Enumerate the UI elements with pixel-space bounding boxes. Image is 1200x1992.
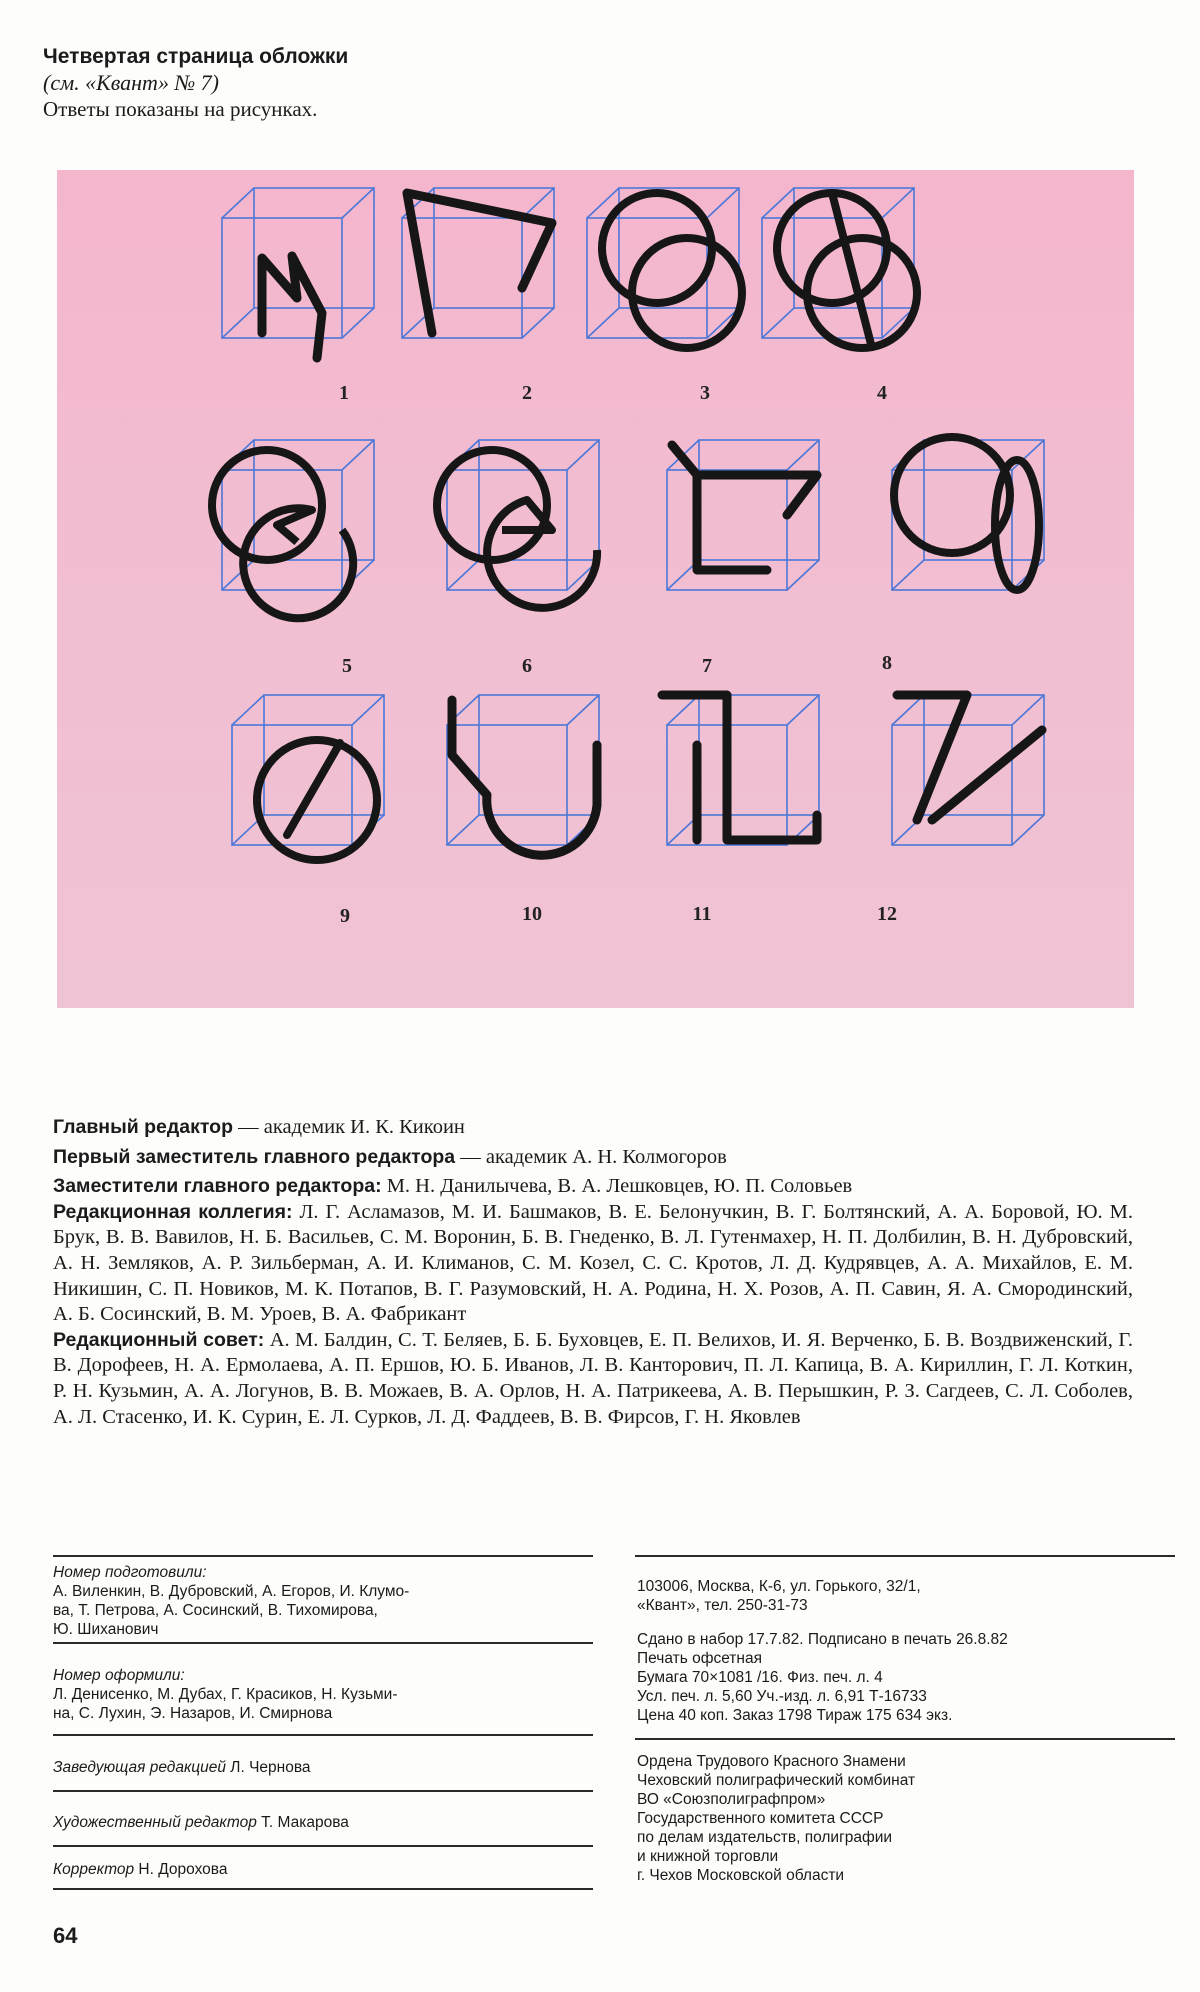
council-label: Редакционный совет:: [53, 1328, 265, 1351]
art-editor-line: [53, 1813, 593, 1832]
left-rule-1: [53, 1555, 593, 1557]
cube-3: [587, 188, 742, 348]
cube-11: [662, 695, 819, 845]
address-line-2: «Квант», тел. 250-31-73: [637, 1597, 808, 1614]
figure-number-10: 10: [522, 903, 542, 925]
prepared-by-block: [53, 1563, 593, 1639]
council-members: А. М. Балдин, С. Т. Беляев, Б. Б. Буховцев, Е. П. Велихов, И. Я. Верченко, Б. В. Воздвиженский, Г. В. Дорофеев, Н. А. Ермолаева, А. П. Ершов, Ю. Б. Иванов, Л. В. Канторович, П. Л. Капица, В. А. Кириллин, Г. Л. Коткин, Р. Н. Кузьмин, А. А. Логунов, В. В. Можаев, В. А. Орлов, Н. А. Патрикеева, А. В. Перышкин, Р. З. Сагдеев, С. Л. Соболев, А. Л. Стасенко, И. К. Сурин, Е. Л. Сурков, Л. Д. Фаддеев, В. В. Фирсов, Г. Н. Яковлев: [53, 1328, 1133, 1428]
plant-line-3: ВО «Союзполиграфпром»: [637, 1791, 826, 1808]
print-line-1: Сдано в набор 17.7.82. Подписано в печать 26.8.82: [637, 1631, 1008, 1648]
answers-header: [43, 44, 743, 122]
chief-editor-label: Главный редактор: [53, 1116, 233, 1138]
cube-5: [212, 440, 374, 618]
collegium-members: Л. Г. Асламазов, М. И. Башмаков, В. Е. Белонучкин, В. Г. Болтянский, А. А. Боровой, Ю. М. Брук, В. В. Вавилов, Н. Б. Васильев, С. М. Воронин, Б. В. Гнеденко, В. Л. Гутенмахер, Н. П. Долбилин, В. Н. Дубровский, А. Н. Земляков, А. Р. Зильберман, А. И. Климанов, С. М. Козел, С. С. Кротов, Л. Д. Кудрявцев, А. А. Михайлов, Е. М. Никишин, С. П. Новиков, М. К. Потапов, В. Г. Разумовский, Н. А. Родина, Н. Х. Розов, А. П. Савин, Я. А. Смородинский, А. Б. Сосинский, В. М. Уроев, В. А. Фабрикант: [53, 1200, 1133, 1326]
figure-number-9: 9: [340, 905, 350, 927]
designed-by-line-2: на, С. Лухин, Э. Назаров, И. Смирнова: [53, 1705, 333, 1722]
designed-by-block: [53, 1666, 593, 1723]
figure-number-7: 7: [702, 655, 712, 677]
prepared-by-line-2: ва, Т. Петрова, А. Сосинский, В. Тихомирова,: [53, 1602, 378, 1619]
answers-figure: [57, 170, 1134, 1008]
plant-line-5: по делам издательств, полиграфии: [637, 1829, 893, 1846]
left-rule-2: [53, 1642, 593, 1644]
prepared-by-line-3: Ю. Шиханович: [53, 1621, 159, 1638]
cube-10: [447, 695, 599, 855]
art-editor-label: Художественный редактор: [53, 1814, 257, 1831]
printing-plant-block: [637, 1752, 1177, 1885]
figure-number-1: 1: [339, 382, 349, 404]
plant-line-4: Государственного комитета СССР: [637, 1810, 884, 1827]
head-of-office-value: Л. Чернова: [226, 1759, 311, 1776]
collegium-label: Редакционная коллегия:: [53, 1200, 293, 1223]
figure-number-2: 2: [522, 382, 532, 404]
deputies-value: М. Н. Данилычева, В. А. Лешковцев, Ю. П. Соловьев: [381, 1175, 853, 1198]
print-details-block: [637, 1630, 1177, 1725]
cube-4: [762, 188, 917, 348]
corrector-value: Н. Дорохова: [134, 1861, 228, 1878]
figure-number-5: 5: [342, 655, 352, 677]
page-number: 64: [53, 1923, 78, 1948]
first-deputy-label: Первый заместитель главного редактора: [53, 1145, 456, 1168]
prepared-by-label: Номер подготовили:: [53, 1564, 207, 1581]
plant-line-1: Ордена Трудового Красного Знамени: [637, 1753, 906, 1770]
designed-by-label: Номер оформили:: [53, 1667, 185, 1684]
figure-number-11: 11: [692, 903, 712, 925]
plant-line-6: и книжной торговли: [637, 1848, 779, 1865]
head-of-office-label: Заведующая редакцией: [53, 1759, 226, 1776]
left-rule-4: [53, 1790, 593, 1792]
art-editor-value: Т. Макарова: [256, 1814, 349, 1831]
cube-6: [437, 440, 599, 608]
corrector-line: [53, 1860, 593, 1879]
chief-editor-line: [53, 1115, 1133, 1141]
print-line-4: Усл. печ. л. 5,60 Уч.-изд. л. 6,91 Т-16733: [637, 1688, 927, 1705]
cube-2: [402, 188, 554, 338]
right-rule-1: [635, 1555, 1175, 1557]
prepared-by-line-1: А. Виленкин, В. Дубровский, А. Егоров, И. Клумо-: [53, 1583, 410, 1600]
figure-number-8: 8: [882, 652, 892, 674]
figure-number-12: 12: [877, 903, 897, 925]
first-deputy-value: — академик А. Н. Колмогоров: [455, 1145, 727, 1168]
left-rule-5: [53, 1845, 593, 1847]
first-deputy-line: [53, 1145, 1133, 1171]
left-rule-6: [53, 1888, 593, 1890]
issue-reference: (см. «Квант» № 7): [43, 70, 220, 95]
cube-9: [232, 695, 384, 860]
editorial-collegium: [53, 1200, 1133, 1328]
designed-by-line-1: Л. Денисенко, М. Дубах, Г. Красиков, Н. Кузьми-: [53, 1686, 398, 1703]
figure-number-6: 6: [522, 655, 532, 677]
deputies-label: Заместители главного редактора:: [53, 1175, 382, 1198]
figure-number-3: 3: [700, 382, 710, 404]
left-rule-3: [53, 1734, 593, 1736]
plant-line-2: Чеховский полиграфический комбинат: [637, 1772, 916, 1789]
chief-editor-value: — академик И. К. Кикоин: [233, 1116, 465, 1138]
editorial-board: [53, 1115, 1133, 1430]
right-rule-2: [635, 1738, 1175, 1740]
answers-note: Ответы показаны на рисунках.: [43, 97, 318, 121]
cube-12: [892, 695, 1044, 845]
cube-8: [892, 437, 1044, 590]
corrector-label: Корректор: [53, 1861, 135, 1878]
cube-1: [222, 188, 374, 358]
figure-number-4: 4: [877, 382, 887, 404]
editorial-council: [53, 1328, 1133, 1430]
plant-line-7: г. Чехов Московской области: [637, 1867, 845, 1884]
deputies-line: [53, 1174, 1133, 1200]
cube-7: [667, 440, 819, 590]
print-line-3: Бумага 70×1081 /16. Физ. печ. л. 4: [637, 1669, 883, 1686]
section-title: Четвертая страница обложки: [43, 45, 349, 68]
head-of-office-line: [53, 1758, 593, 1777]
print-line-5: Цена 40 коп. Заказ 1798 Тираж 175 634 экз.: [637, 1707, 953, 1724]
address-line-1: 103006, Москва, К-6, ул. Горького, 32/1,: [637, 1578, 921, 1595]
print-line-2: Печать офсетная: [637, 1650, 762, 1667]
address-block: [637, 1577, 1177, 1615]
cube-drawings: [57, 170, 1134, 1008]
